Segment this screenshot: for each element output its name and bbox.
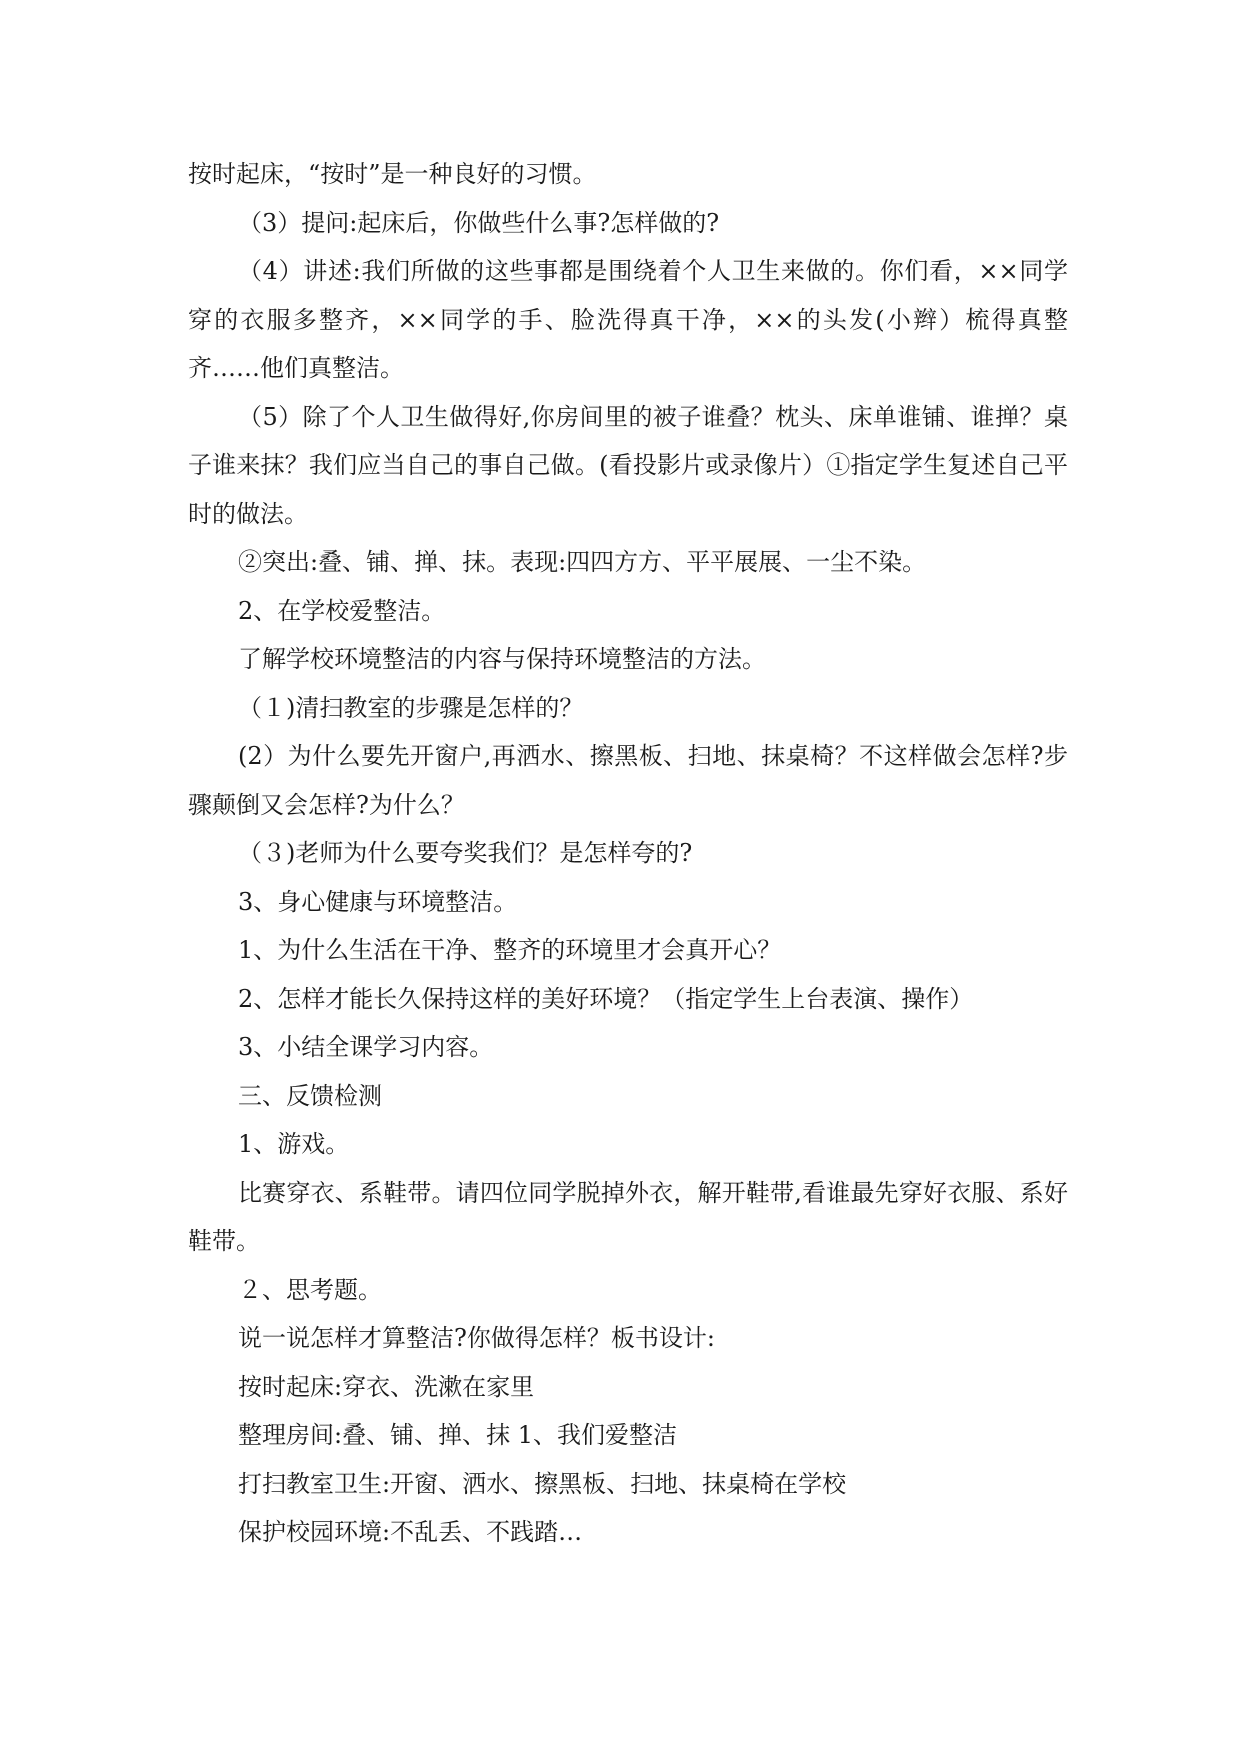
- paragraph-10: （３)老师为什么要夸奖我们？是怎样夸的?: [238, 839, 693, 867]
- paragraph-5: ②突出:叠、铺、掸、抹。表现:四四方方、平平展展、一尘不染。: [238, 548, 927, 576]
- paragraph-8: （１)清扫教室的步骤是怎样的？: [238, 693, 584, 722]
- paragraph-15: 三、反馈检测: [238, 1081, 382, 1110]
- paragraph-13: 2、怎样才能长久保持这样的美好环境？（指定学生上台表演、操作）: [238, 984, 974, 1013]
- paragraph-23: 保护校园环境:不乱丢、不践踏…: [238, 1518, 583, 1546]
- paragraph-9: (2）为什么要先开窗户,再洒水、擦黑板、扫地、抹桌椅？不这样做会怎样?步骤颠倒又会怎样?为什么？: [188, 742, 1068, 819]
- paragraph-19: 说一说怎样才算整洁?你做得怎样？板书设计:: [238, 1324, 715, 1352]
- paragraph-4: （5）除了个人卫生做得好,你房间里的被子谁叠？枕头、床单谁铺、谁掸？桌子谁来抹？我们应当自己的事自己做。(看投影片或录像片）①指定学生复述自己平时的做法。: [188, 402, 1068, 528]
- paragraph-11: 3、身心健康与环境整洁。: [238, 887, 518, 916]
- paragraph-21: 整理房间:叠、铺、掸、抹 1、我们爱整洁: [238, 1421, 677, 1449]
- paragraph-3: （4）讲述:我们所做的这些事都是围绕着个人卫生来做的。你们看，××同学穿的衣服多整齐，××同学的手、脸洗得真干净，××的头发(小辫）梳得真整齐……他们真整洁。: [188, 257, 1068, 382]
- paragraph-14: 3、小结全课学习内容。: [238, 1033, 494, 1061]
- paragraph-22: 打扫教室卫生:开窗、洒水、擦黑板、扫地、抹桌椅在学校: [238, 1469, 847, 1498]
- paragraph-18: ２、思考题。: [238, 1275, 382, 1304]
- paragraph-12: 1、为什么生活在干净、整齐的环境里才会真开心？: [238, 936, 782, 964]
- paragraph-6: 2、在学校爱整洁。: [238, 596, 446, 625]
- paragraph-7: 了解学校环境整洁的内容与保持环境整洁的方法。: [238, 645, 766, 673]
- paragraph-17: 比赛穿衣、系鞋带。请四位同学脱掉外衣，解开鞋带,看谁最先穿好衣服、系好鞋带。: [188, 1178, 1068, 1255]
- document-body: [188, 150, 1068, 1557]
- paragraph-1: 按时起床，“按时”是一种良好的习惯。: [188, 160, 597, 188]
- paragraph-2: （3）提问:起床后，你做些什么事?怎样做的?: [238, 208, 720, 237]
- paragraph-16: 1、游戏。: [238, 1130, 350, 1158]
- paragraph-20: 按时起床:穿衣、洗漱在家里: [238, 1372, 535, 1401]
